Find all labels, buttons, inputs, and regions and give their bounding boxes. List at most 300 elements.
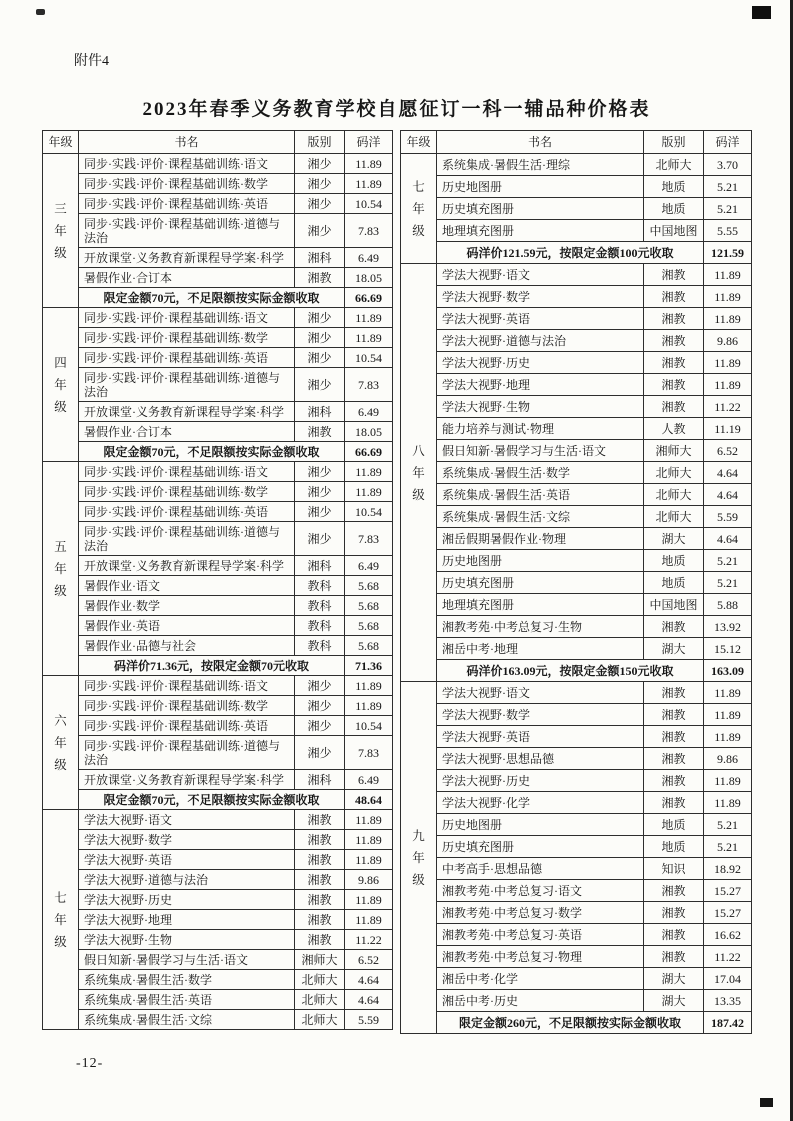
price-value: 9.86 [704, 330, 752, 352]
book-row [43, 214, 393, 248]
book-row [43, 910, 393, 930]
book-title: 开放课堂·义务教育新课程导学案·科学 [79, 248, 295, 268]
publisher: 教科 [295, 616, 345, 636]
book-row [43, 1010, 393, 1030]
grade-label [43, 308, 79, 462]
publisher: 湘教 [295, 930, 345, 950]
book-row [43, 556, 393, 576]
book-row [401, 748, 752, 770]
scan-artifact-top-left [36, 9, 45, 15]
publisher: 湘少 [295, 736, 345, 770]
book-title: 暑假作业·英语 [79, 616, 295, 636]
publisher: 湘教 [644, 616, 704, 638]
book-title: 学法大视野·道德与法治 [437, 330, 644, 352]
book-title: 学法大视野·语文 [437, 682, 644, 704]
book-title: 湘教考苑·中考总复习·数学 [437, 902, 644, 924]
book-row [43, 696, 393, 716]
publisher: 湘教 [644, 924, 704, 946]
price-value: 6.49 [345, 770, 393, 790]
book-row [43, 522, 393, 556]
publisher: 湘教 [644, 704, 704, 726]
price-value: 5.21 [704, 550, 752, 572]
book-row [401, 726, 752, 748]
publisher: 教科 [295, 636, 345, 656]
price-value: 18.92 [704, 858, 752, 880]
price-value: 11.22 [704, 396, 752, 418]
book-row [43, 502, 393, 522]
price-value: 10.54 [345, 348, 393, 368]
price-value: 11.89 [704, 286, 752, 308]
publisher: 北师大 [295, 990, 345, 1010]
grade-label [43, 676, 79, 810]
book-row [401, 374, 752, 396]
book-row [43, 482, 393, 502]
book-title: 暑假作业·品德与社会 [79, 636, 295, 656]
column-header-price: 码洋 [704, 131, 752, 154]
book-row [43, 328, 393, 348]
book-title: 学法大视野·道德与法治 [79, 870, 295, 890]
book-row [401, 418, 752, 440]
grade-label-text: 五年级 [54, 539, 67, 598]
subtotal-row [401, 660, 752, 682]
book-row [401, 198, 752, 220]
book-row [401, 638, 752, 660]
price-value: 17.04 [704, 968, 752, 990]
publisher: 湘少 [295, 522, 345, 556]
publisher: 湘少 [295, 194, 345, 214]
book-row [401, 704, 752, 726]
publisher: 北师大 [644, 154, 704, 176]
book-row [401, 858, 752, 880]
book-title: 同步·实践·评价·课程基础训练·道德与法治 [79, 522, 295, 556]
book-title: 同步·实践·评价·课程基础训练·英语 [79, 716, 295, 736]
book-title: 系统集成·暑假生活·英语 [79, 990, 295, 1010]
publisher: 湘少 [295, 214, 345, 248]
grade-label [401, 154, 437, 264]
book-title: 学法大视野·地理 [437, 374, 644, 396]
price-value: 5.68 [345, 596, 393, 616]
price-value: 10.54 [345, 716, 393, 736]
publisher: 湘少 [295, 716, 345, 736]
publisher: 湘科 [295, 770, 345, 790]
book-title: 学法大视野·生物 [437, 396, 644, 418]
subtotal-price: 163.09 [704, 660, 752, 682]
book-row [401, 616, 752, 638]
scan-artifact-bottom-right [760, 1098, 773, 1107]
column-header-publisher: 版别 [295, 131, 345, 154]
price-value: 18.05 [345, 422, 393, 442]
publisher: 湘少 [295, 174, 345, 194]
price-value: 11.89 [704, 704, 752, 726]
subtotal-label: 码洋价121.59元，按限定金额100元收取 [437, 242, 704, 264]
book-row [401, 880, 752, 902]
publisher: 湘师大 [644, 440, 704, 462]
book-title: 学法大视野·语文 [79, 810, 295, 830]
grade-label [43, 462, 79, 676]
publisher: 湘教 [644, 946, 704, 968]
price-value: 11.89 [345, 810, 393, 830]
price-value: 11.89 [704, 374, 752, 396]
publisher: 中国地图 [644, 594, 704, 616]
price-value: 11.22 [345, 930, 393, 950]
book-row [401, 990, 752, 1012]
price-value: 11.89 [345, 308, 393, 328]
book-row [43, 850, 393, 870]
book-title: 系统集成·暑假生活·文综 [437, 506, 644, 528]
book-row [401, 594, 752, 616]
book-row [401, 682, 752, 704]
book-row [43, 368, 393, 402]
book-title: 同步·实践·评价·课程基础训练·英语 [79, 194, 295, 214]
book-row [43, 810, 393, 830]
book-row [401, 176, 752, 198]
book-title: 湘岳假期暑假作业·物理 [437, 528, 644, 550]
book-title: 学法大视野·英语 [79, 850, 295, 870]
price-value: 5.68 [345, 636, 393, 656]
price-value: 5.68 [345, 616, 393, 636]
book-row [401, 440, 752, 462]
publisher: 湘教 [644, 792, 704, 814]
publisher: 湘少 [295, 348, 345, 368]
book-title: 同步·实践·评价·课程基础训练·语文 [79, 154, 295, 174]
book-title: 同步·实践·评价·课程基础训练·英语 [79, 348, 295, 368]
publisher: 湘教 [644, 330, 704, 352]
publisher: 湘少 [295, 154, 345, 174]
book-title: 同步·实践·评价·课程基础训练·语文 [79, 308, 295, 328]
book-title: 湘岳中考·地理 [437, 638, 644, 660]
price-value: 11.89 [704, 264, 752, 286]
price-value: 11.89 [704, 682, 752, 704]
book-row [401, 792, 752, 814]
book-title: 中考高手·思想品德 [437, 858, 644, 880]
book-row [43, 870, 393, 890]
publisher: 湘科 [295, 248, 345, 268]
column-header-book: 书名 [437, 131, 644, 154]
price-value: 11.89 [704, 770, 752, 792]
publisher: 湘教 [295, 890, 345, 910]
page-title: 2023年春季义务教育学校自愿征订一科一辅品种价格表 [142, 99, 651, 120]
publisher: 湘教 [295, 810, 345, 830]
price-value: 5.21 [704, 176, 752, 198]
publisher: 北师大 [644, 484, 704, 506]
book-title: 系统集成·暑假生活·数学 [437, 462, 644, 484]
publisher: 北师大 [295, 1010, 345, 1030]
book-row [401, 550, 752, 572]
publisher: 知识 [644, 858, 704, 880]
price-value: 7.83 [345, 522, 393, 556]
book-row [43, 402, 393, 422]
publisher: 地质 [644, 176, 704, 198]
publisher: 湘教 [644, 286, 704, 308]
price-value: 6.49 [345, 402, 393, 422]
book-title: 能力培养与测试·物理 [437, 418, 644, 440]
price-value: 11.89 [345, 910, 393, 930]
publisher: 湘少 [295, 462, 345, 482]
publisher: 地质 [644, 198, 704, 220]
subtotal-row [43, 790, 393, 810]
subtotal-row [401, 1012, 752, 1034]
book-row [401, 924, 752, 946]
price-value: 15.12 [704, 638, 752, 660]
price-value: 4.64 [345, 990, 393, 1010]
book-row [43, 950, 393, 970]
subtotal-label: 限定金额70元，不足限额按实际金额收取 [79, 288, 345, 308]
publisher: 湖大 [644, 638, 704, 660]
price-value: 11.89 [345, 462, 393, 482]
price-value: 11.89 [704, 792, 752, 814]
book-title: 学法大视野·数学 [79, 830, 295, 850]
book-title: 同步·实践·评价·课程基础训练·道德与法治 [79, 736, 295, 770]
price-value: 5.21 [704, 814, 752, 836]
book-row [43, 990, 393, 1010]
grade-label-text: 三年级 [54, 201, 67, 260]
price-table-right [400, 130, 752, 1034]
grade-label [43, 154, 79, 308]
book-title: 历史填充图册 [437, 198, 644, 220]
book-title: 同步·实践·评价·课程基础训练·语文 [79, 462, 295, 482]
publisher: 北师大 [295, 970, 345, 990]
grade-label [43, 810, 79, 1030]
book-row [43, 890, 393, 910]
book-title: 暑假作业·合订本 [79, 422, 295, 442]
price-value: 11.22 [704, 946, 752, 968]
book-title: 历史填充图册 [437, 836, 644, 858]
publisher: 湘教 [644, 770, 704, 792]
book-title: 同步·实践·评价·课程基础训练·数学 [79, 328, 295, 348]
price-value: 11.89 [704, 352, 752, 374]
price-value: 15.27 [704, 902, 752, 924]
publisher: 地质 [644, 814, 704, 836]
publisher: 湘少 [295, 328, 345, 348]
book-row [43, 174, 393, 194]
publisher: 湘教 [644, 902, 704, 924]
publisher: 湘科 [295, 402, 345, 422]
book-row [43, 930, 393, 950]
book-row [43, 676, 393, 696]
grade-label-text: 七年级 [54, 890, 67, 949]
book-title: 假日知新·暑假学习与生活·语文 [79, 950, 295, 970]
publisher: 湘教 [644, 880, 704, 902]
publisher: 人教 [644, 418, 704, 440]
publisher: 湘教 [295, 422, 345, 442]
book-title: 地理填充图册 [437, 594, 644, 616]
book-row [401, 968, 752, 990]
book-row [43, 154, 393, 174]
book-title: 湘教考苑·中考总复习·生物 [437, 616, 644, 638]
price-value: 5.88 [704, 594, 752, 616]
book-row [401, 264, 752, 286]
book-row [43, 716, 393, 736]
book-row [401, 396, 752, 418]
book-row [43, 268, 393, 288]
price-value: 5.21 [704, 572, 752, 594]
book-row [43, 736, 393, 770]
subtotal-price: 48.64 [345, 790, 393, 810]
price-value: 9.86 [345, 870, 393, 890]
book-title: 湘教考苑·中考总复习·语文 [437, 880, 644, 902]
book-row [401, 572, 752, 594]
publisher: 湘师大 [295, 950, 345, 970]
book-title: 同步·实践·评价·课程基础训练·英语 [79, 502, 295, 522]
book-title: 假日知新·暑假学习与生活·语文 [437, 440, 644, 462]
price-value: 5.59 [704, 506, 752, 528]
price-value: 4.64 [704, 528, 752, 550]
column-header-grade: 年级 [401, 131, 437, 154]
price-value: 4.64 [345, 970, 393, 990]
price-value: 7.83 [345, 368, 393, 402]
book-title: 系统集成·暑假生活·文综 [79, 1010, 295, 1030]
book-row [401, 902, 752, 924]
book-row [43, 248, 393, 268]
book-row [401, 506, 752, 528]
book-title: 学法大视野·历史 [437, 352, 644, 374]
book-row [43, 596, 393, 616]
book-title: 湘教考苑·中考总复习·英语 [437, 924, 644, 946]
grade-label-text: 八年级 [412, 443, 425, 502]
publisher: 北师大 [644, 506, 704, 528]
book-row [401, 352, 752, 374]
book-title: 学法大视野·历史 [79, 890, 295, 910]
book-row [401, 814, 752, 836]
publisher: 地质 [644, 836, 704, 858]
publisher: 湘少 [295, 482, 345, 502]
book-row [43, 348, 393, 368]
price-value: 6.49 [345, 556, 393, 576]
subtotal-label: 码洋价163.09元，按限定金额150元收取 [437, 660, 704, 682]
book-title: 地理填充图册 [437, 220, 644, 242]
price-value: 11.89 [345, 890, 393, 910]
price-value: 5.55 [704, 220, 752, 242]
book-title: 学法大视野·数学 [437, 286, 644, 308]
book-row [43, 770, 393, 790]
book-title: 学法大视野·英语 [437, 308, 644, 330]
price-value: 15.27 [704, 880, 752, 902]
book-title: 暑假作业·合订本 [79, 268, 295, 288]
subtotal-price: 66.69 [345, 288, 393, 308]
publisher: 湘教 [644, 748, 704, 770]
book-row [401, 462, 752, 484]
subtotal-price: 187.42 [704, 1012, 752, 1034]
grade-label-text: 六年级 [54, 713, 67, 772]
book-row [401, 154, 752, 176]
book-row [43, 576, 393, 596]
book-row [401, 946, 752, 968]
subtotal-row [43, 288, 393, 308]
book-row [401, 484, 752, 506]
price-value: 3.70 [704, 154, 752, 176]
book-title: 历史地图册 [437, 814, 644, 836]
book-row [401, 220, 752, 242]
publisher: 湘少 [295, 308, 345, 328]
price-value: 5.59 [345, 1010, 393, 1030]
price-value: 13.35 [704, 990, 752, 1012]
price-value: 5.21 [704, 836, 752, 858]
grade-label-text: 九年级 [412, 828, 425, 887]
subtotal-row [401, 242, 752, 264]
price-value: 11.89 [345, 850, 393, 870]
price-value: 10.54 [345, 194, 393, 214]
subtotal-label: 限定金额70元，不足限额按实际金额收取 [79, 442, 345, 462]
grade-label-text: 七年级 [412, 179, 425, 238]
publisher: 地质 [644, 550, 704, 572]
publisher: 湘少 [295, 502, 345, 522]
book-title: 学法大视野·语文 [437, 264, 644, 286]
book-row [43, 616, 393, 636]
publisher: 湖大 [644, 968, 704, 990]
book-title: 同步·实践·评价·课程基础训练·道德与法治 [79, 368, 295, 402]
price-value: 11.89 [345, 328, 393, 348]
publisher: 湘科 [295, 556, 345, 576]
subtotal-label: 限定金额260元，不足限额按实际金额收取 [437, 1012, 704, 1034]
price-value: 11.89 [345, 154, 393, 174]
price-value: 4.64 [704, 462, 752, 484]
price-value: 11.89 [345, 696, 393, 716]
price-value: 9.86 [704, 748, 752, 770]
price-value: 11.89 [345, 482, 393, 502]
book-title: 开放课堂·义务教育新课程导学案·科学 [79, 556, 295, 576]
publisher: 湘教 [295, 910, 345, 930]
book-title: 暑假作业·数学 [79, 596, 295, 616]
book-title: 暑假作业·语文 [79, 576, 295, 596]
column-header-grade: 年级 [43, 131, 79, 154]
subtotal-label: 限定金额70元，不足限额按实际金额收取 [79, 790, 345, 810]
book-row [43, 636, 393, 656]
publisher: 湘教 [295, 268, 345, 288]
subtotal-label: 码洋价71.36元，按限定金额70元收取 [79, 656, 345, 676]
book-title: 系统集成·暑假生活·英语 [437, 484, 644, 506]
publisher: 湘教 [644, 264, 704, 286]
book-title: 系统集成·暑假生活·理综 [437, 154, 644, 176]
book-title: 学法大视野·生物 [79, 930, 295, 950]
publisher: 湘教 [644, 726, 704, 748]
header-row [401, 131, 752, 154]
book-row [401, 330, 752, 352]
price-value: 11.19 [704, 418, 752, 440]
book-row [43, 970, 393, 990]
price-value: 16.62 [704, 924, 752, 946]
publisher: 湖大 [644, 528, 704, 550]
book-row [401, 770, 752, 792]
publisher: 湘教 [644, 308, 704, 330]
price-value: 13.92 [704, 616, 752, 638]
column-header-publisher: 版别 [644, 131, 704, 154]
book-row [43, 194, 393, 214]
price-value: 6.52 [345, 950, 393, 970]
publisher: 地质 [644, 572, 704, 594]
book-row [401, 528, 752, 550]
publisher: 北师大 [644, 462, 704, 484]
book-title: 学法大视野·化学 [437, 792, 644, 814]
price-value: 11.89 [704, 726, 752, 748]
subtotal-price: 121.59 [704, 242, 752, 264]
price-value: 11.89 [345, 830, 393, 850]
publisher: 中国地图 [644, 220, 704, 242]
book-title: 学法大视野·历史 [437, 770, 644, 792]
publisher: 湘教 [644, 396, 704, 418]
subtotal-row [43, 442, 393, 462]
price-value: 11.89 [345, 676, 393, 696]
price-value: 5.68 [345, 576, 393, 596]
publisher: 湘教 [295, 830, 345, 850]
publisher: 教科 [295, 596, 345, 616]
book-title: 历史地图册 [437, 176, 644, 198]
book-title: 同步·实践·评价·课程基础训练·数学 [79, 174, 295, 194]
book-title: 同步·实践·评价·课程基础训练·数学 [79, 696, 295, 716]
price-value: 4.64 [704, 484, 752, 506]
subtotal-price: 71.36 [345, 656, 393, 676]
book-row [43, 422, 393, 442]
scan-artifact-top-right [752, 6, 771, 19]
